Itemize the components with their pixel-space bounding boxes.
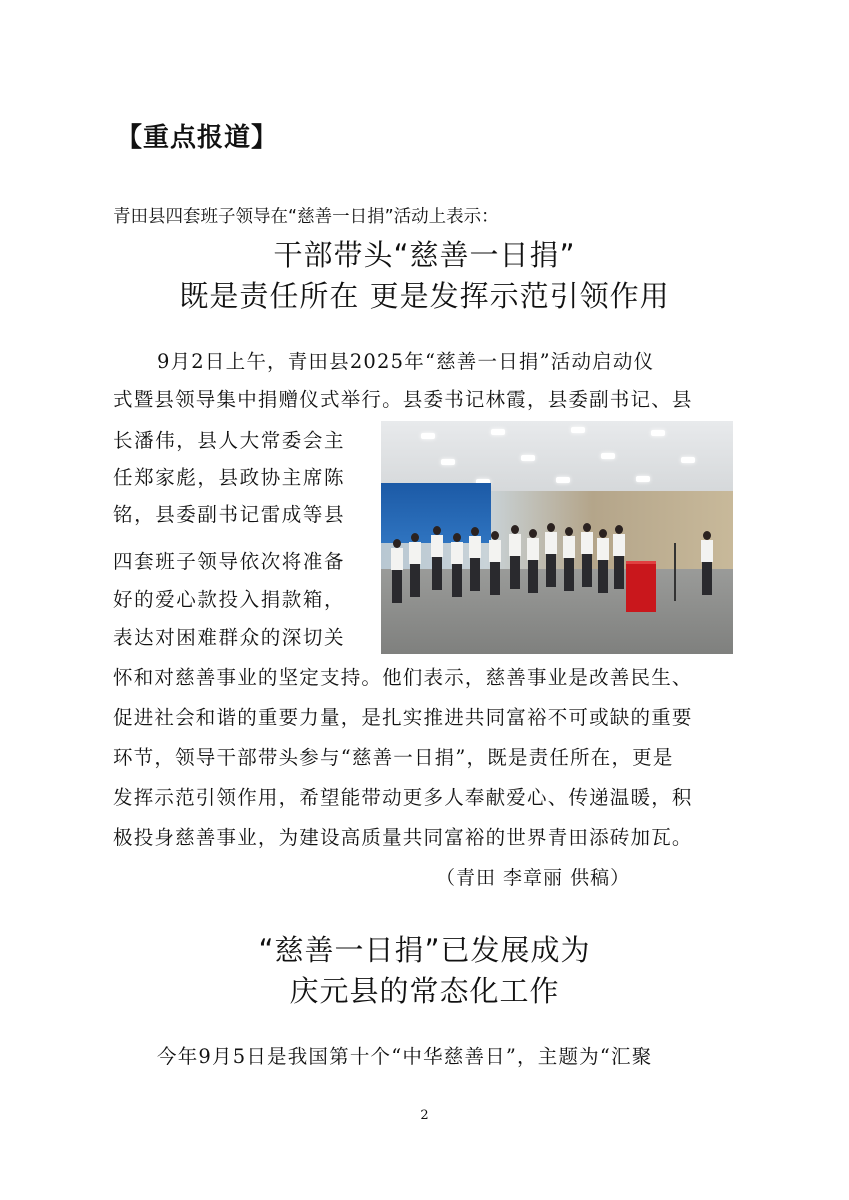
- paragraph-line: 任郑家彪，县政协主席陈: [113, 466, 346, 489]
- donation-box: [626, 561, 656, 612]
- section-tag: 【重点报道】: [116, 123, 279, 153]
- paragraph-line: 式暨县领导集中捐赠仪式举行。县委书记林霞，县委副书记、县: [113, 388, 693, 411]
- paragraph-line: 9月2日上午，青田县2025年“慈善一日捐”活动启动仪: [157, 350, 655, 373]
- paragraph-line: 铭，县委副书记雷成等县: [113, 503, 346, 526]
- paragraph-line: 促进社会和谐的重要力量，是扎实推进共同富裕不可或缺的重要: [113, 706, 693, 729]
- paragraph-line: 怀和对慈善事业的坚定支持。他们表示，慈善事业是改善民生、: [113, 666, 693, 689]
- article-pre-title: 青田县四套班子领导在“慈善一日捐”活动上表示：: [113, 207, 499, 227]
- paragraph-line: 表达对困难群众的深切关: [113, 626, 346, 649]
- event-photo: [381, 421, 733, 654]
- article-headline-line-2: 既是责任所在 更是发挥示范引领作用: [179, 279, 670, 313]
- paragraph-line: 今年9月5日是我国第十个“中华慈善日”，主题为“汇聚: [157, 1045, 653, 1068]
- article-headline-line-1: 干部带头“慈善一日捐”: [273, 238, 576, 272]
- microphone-stand: [674, 543, 676, 601]
- paragraph-line: 发挥示范引领作用，希望能带动更多人奉献爱心、传递温暖，积: [113, 786, 693, 809]
- paragraph-line: 好的爱心款投入捐款箱，: [113, 588, 346, 611]
- article-credit: （青田 李章丽 供稿）: [436, 867, 631, 889]
- page-number: 2: [420, 1108, 429, 1123]
- paragraph-line: 长潘伟，县人大常委会主: [113, 429, 346, 452]
- article-headline-line-1: “慈善一日捐”已发展成为: [258, 933, 591, 967]
- paragraph-line: 极投身慈善事业，为建设高质量共同富裕的世界青田添砖加瓦。: [113, 826, 693, 849]
- paragraph-line: 环节，领导干部带头参与“慈善一日捐”，既是责任所在，更是: [113, 746, 674, 769]
- paragraph-line: 四套班子领导依次将准备: [113, 550, 346, 573]
- article-headline-line-2: 庆元县的常态化工作: [289, 974, 560, 1008]
